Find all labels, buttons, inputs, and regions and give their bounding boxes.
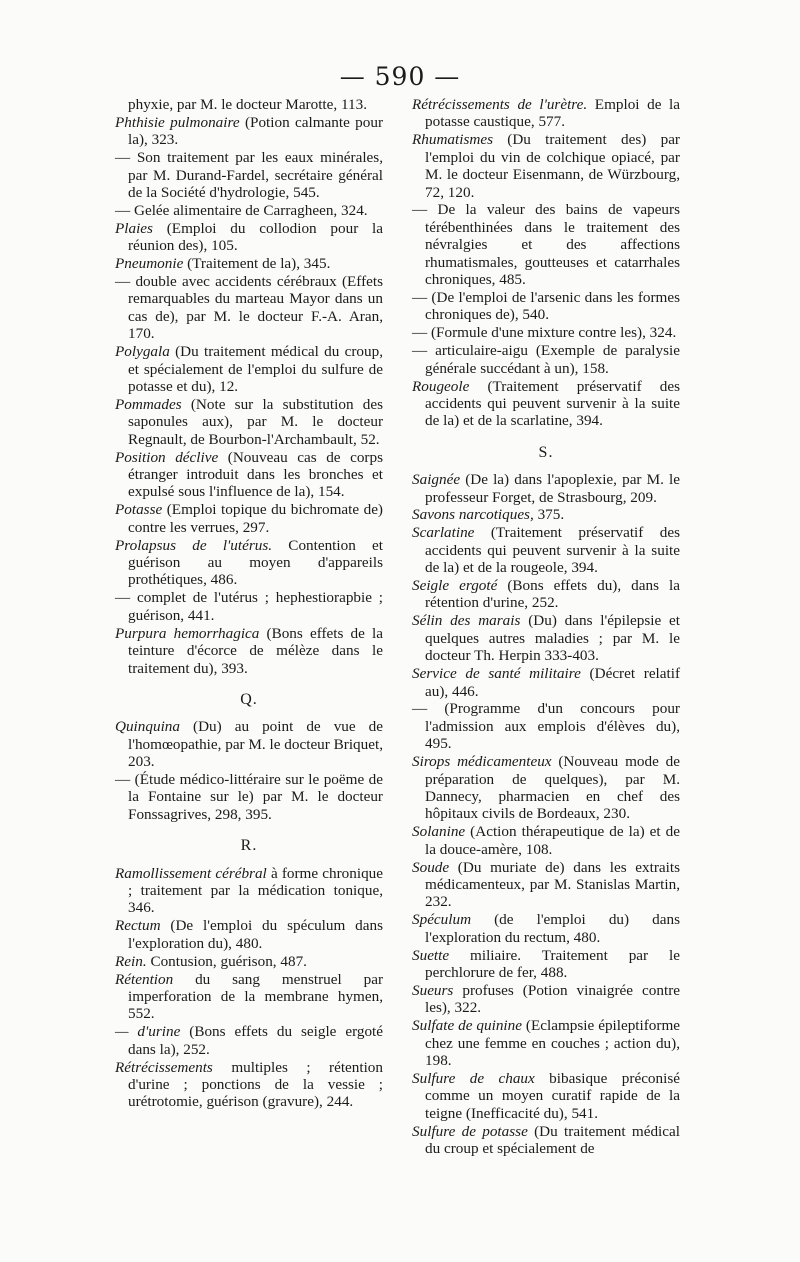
index-reference: (Du traitement médical du croup, et spécialement de l'emploi du sulfure de potasse et du), 12.: [128, 343, 383, 395]
index-entry: [115, 1059, 383, 1111]
index-entry: [115, 501, 383, 536]
index-entry: [115, 255, 383, 272]
index-entry: [412, 982, 680, 1017]
index-term: Pneumonie: [115, 255, 184, 273]
index-term: Rétention: [115, 970, 174, 988]
index-term: Sélin des marais: [412, 612, 521, 630]
index-entry: [412, 506, 680, 523]
index-entry: [412, 471, 680, 506]
index-term: Rétrécissements: [115, 1058, 213, 1076]
index-reference: (de l'emploi du) dans l'exploration du rectum, 480.: [425, 911, 680, 946]
index-reference: miliaire. Traitement par le perchlorure de fer, 488.: [425, 946, 680, 981]
index-reference: multiples ; rétention d'urine ; ponctions de la vessie ; urétrotomie, guérison (gravure), 244.: [128, 1058, 383, 1111]
index-term: Rhumatismes: [412, 131, 493, 149]
index-reference: (Bons effets de la teinture d'écorce de mélèze dans le traitement du), 393.: [128, 624, 383, 677]
index-term: Suette: [412, 946, 450, 964]
index-reference: Contention et guérison au moyen d'appareils prothétiques, 486.: [128, 536, 383, 589]
index-entry: [115, 953, 383, 970]
index-reference: (Décret relatif au), 446.: [425, 665, 681, 700]
index-entry: [115, 589, 383, 624]
index-entry: [412, 753, 680, 823]
index-term: Rougeole: [412, 377, 470, 395]
index-entry: [412, 289, 680, 324]
index-term: Phthisie pulmonaire: [115, 113, 240, 131]
index-entry: [412, 201, 680, 288]
index-reference: à forme chronique ; traitement par la médication tonique, 346.: [128, 864, 383, 917]
index-reference: — De la valeur des bains de vapeurs térébenthinées dans le traitement des névralgies et des affections rhumatismales, goutteuses et catarrhales chroniques, 485.: [412, 201, 680, 289]
index-reference: — Son traitement par les eaux minérales, par M. Durand-Fardel, secrétaire général de la Société d'hydrologie, 545.: [115, 149, 383, 202]
index-entry: [115, 718, 383, 770]
index-reference: — (De l'emploi de l'arsenic dans les formes chroniques de), 540.: [412, 288, 680, 324]
index-entry: [412, 1070, 680, 1122]
page-number: — 590 —: [339, 62, 461, 91]
index-entry: [115, 96, 383, 113]
index-entry: [412, 859, 680, 911]
index-entry: [412, 324, 680, 341]
index-term: Sueurs: [412, 981, 454, 999]
index-reference: — complet de l'utérus ; hephestiorapbie ; guérison, 441.: [115, 589, 383, 624]
index-reference: (Action thérapeutique de la) et de la douce-amère, 108.: [425, 823, 680, 858]
index-reference: — double avec accidents cérébraux (Effets remarquables du marteau Mayor dans un cas de), par M. le docteur F.-A. Aran, 170.: [115, 273, 383, 343]
index-term: Seigle ergoté: [412, 577, 498, 595]
index-reference: (Traitement préservatif des accidents qui peuvent survenir à la suite de la) et de la rougeole, 394.: [425, 524, 680, 577]
index-entry: [115, 449, 383, 501]
index-reference: (Nouveau cas de corps étranger introduit dans les bronches et expulsé sous l'influence de la), 154.: [128, 448, 383, 501]
index-reference: — (Programme d'un concours pour l'admission aux emplois d'élèves du), 495.: [412, 700, 680, 753]
index-reference: (De l'emploi du spéculum dans l'exploration du), 480.: [128, 917, 383, 952]
index-entry: [115, 1023, 383, 1058]
index-entry: [115, 343, 383, 395]
index-reference: (Emploi du collodion pour la réunion des), 105.: [128, 219, 383, 255]
index-reference: (Bons effets du), dans la rétention d'urine, 252.: [425, 577, 680, 612]
index-term: Rétrécissements de l'urètre.: [412, 96, 588, 113]
index-reference: (Du) au point de vue de l'homœopathie, par M. le docteur Briquet, 203.: [128, 718, 383, 771]
index-term: Position déclive: [115, 448, 219, 466]
index-entry: [115, 917, 383, 952]
index-entry: [115, 625, 383, 677]
index-reference: Contusion, guérison, 487.: [146, 952, 307, 970]
index-entry: [412, 823, 680, 858]
index-reference: (Du traitement des) par l'emploi du vin de colchique opiacé, par M. le docteur Eisenmann, de Würzbourg, 72, 120.: [425, 131, 680, 201]
index-entry: [412, 911, 680, 946]
index-entry: [412, 665, 680, 700]
index-entry: [115, 865, 383, 917]
index-column-left: [115, 96, 383, 1111]
index-entry: [412, 378, 680, 430]
index-entry: [412, 131, 680, 201]
index-reference: (Traitement préservatif des accidents qui peuvent survenir à la suite de la) et de la scarlatine, 394.: [425, 377, 680, 430]
index-reference: 375.: [533, 506, 565, 524]
index-entry: [412, 524, 680, 576]
index-entry: [412, 947, 680, 982]
index-reference: (Potion calmante pour la), 323.: [128, 113, 383, 149]
index-entry: [115, 537, 383, 589]
index-reference: — articulaire-aigu (Exemple de paralysie générale succédant à un), 158.: [412, 342, 680, 377]
index-entry: [412, 612, 680, 664]
index-reference: (Nouveau mode de préparation de quelques), par M. Dannecy, pharmacien en chef des hôpitaux civils de Bordeaux, 230.: [425, 753, 680, 823]
index-term: Prolapsus de l'utérus.: [115, 536, 273, 554]
index-column-right: [412, 96, 680, 1158]
index-term: Ramollissement cérébral: [115, 864, 267, 882]
index-entry: [412, 342, 680, 377]
index-entry: [412, 577, 680, 612]
index-reference: phyxie, par M. le docteur Marotte, 113.: [128, 96, 367, 113]
index-term: Savons narcotiques,: [412, 506, 534, 524]
index-reference: (Emploi topique du bichromate de) contre les verrues, 297.: [128, 501, 383, 536]
index-reference: Emploi de la potasse caustique, 577.: [425, 96, 681, 131]
index-term: Rein.: [115, 952, 147, 970]
index-reference: (Du traitement médical du croup et spécialement de: [425, 1122, 680, 1158]
index-entry: [115, 202, 383, 219]
index-entry: [115, 149, 383, 201]
index-reference: — Gelée alimentaire de Carragheen, 324.: [115, 201, 368, 219]
index-reference: (Note sur la substitution des saponules aux), par M. le docteur Regnault, de Bourbon-l'Archambault, 52.: [128, 395, 383, 448]
index-term: Potasse: [115, 501, 163, 519]
index-term: Quinquina: [115, 718, 180, 736]
index-reference: (De la) dans l'apoplexie, par M. le professeur Forget, de Strasbourg, 209.: [425, 471, 680, 506]
index-term: Service de santé militaire: [412, 665, 581, 683]
section-letter: S.: [538, 443, 554, 461]
index-entry: [412, 1017, 680, 1069]
index-reference: profuses (Potion vinaigrée contre les), 322.: [425, 981, 680, 1017]
index-term: Spéculum: [412, 911, 472, 929]
index-term: Pommades: [115, 395, 182, 413]
index-term: Polygala: [115, 343, 170, 361]
index-reference: bibasique préconisé comme un moyen curatif rapide de la teigne (Inefficacité du), 541.: [425, 1069, 680, 1122]
index-term: Sulfure de potasse: [412, 1122, 528, 1140]
index-reference: du sang menstruel par imperforation de la membrane hymen, 552.: [128, 970, 383, 1023]
section-letter: R.: [240, 837, 258, 855]
index-term: Plaies: [115, 219, 153, 237]
index-term: Purpura hemorrhagica: [115, 624, 260, 642]
index-term: Sulfure de chaux: [412, 1069, 535, 1087]
index-term: Soude: [412, 858, 450, 876]
index-term: Scarlatine: [412, 524, 475, 542]
index-entry: [412, 700, 680, 752]
index-reference: (Du muriate de) dans les extraits médicamenteux, par M. Stanislas Martin, 232.: [425, 858, 680, 911]
index-entry: [412, 96, 680, 131]
index-term: Sulfate de quinine: [412, 1017, 522, 1035]
index-term: Saignée: [412, 471, 461, 489]
index-term: Rectum: [115, 917, 161, 935]
index-reference: — (Étude médico-littéraire sur le poëme de la Fontaine sur le) par M. le docteur Fonssagrives, 298, 395.: [115, 771, 383, 823]
index-entry: [115, 114, 383, 149]
index-term: — d'urine: [115, 1023, 181, 1041]
index-term: Sirops médicamenteux: [412, 753, 552, 771]
index-reference: (Bons effets du seigle ergoté dans la), 252.: [128, 1023, 384, 1058]
section-letter: Q.: [240, 690, 258, 708]
index-entry: [115, 220, 383, 255]
index-entry: [115, 273, 383, 343]
index-reference: (Eclampsie épileptiforme chez une femme en couches ; action du), 198.: [425, 1017, 681, 1070]
index-reference: (Traitement de la), 345.: [183, 255, 331, 273]
index-reference: (Du) dans l'épilepsie et quelques autres maladies ; par M. le docteur Th. Herpin 333-403.: [425, 612, 680, 665]
index-entry: [115, 771, 383, 823]
index-entry: [412, 1123, 680, 1158]
index-reference: — (Formule d'une mixture contre les), 324.: [412, 324, 677, 342]
index-entry: [115, 971, 383, 1023]
index-term: Solanine: [412, 823, 466, 841]
index-entry: [115, 396, 383, 448]
